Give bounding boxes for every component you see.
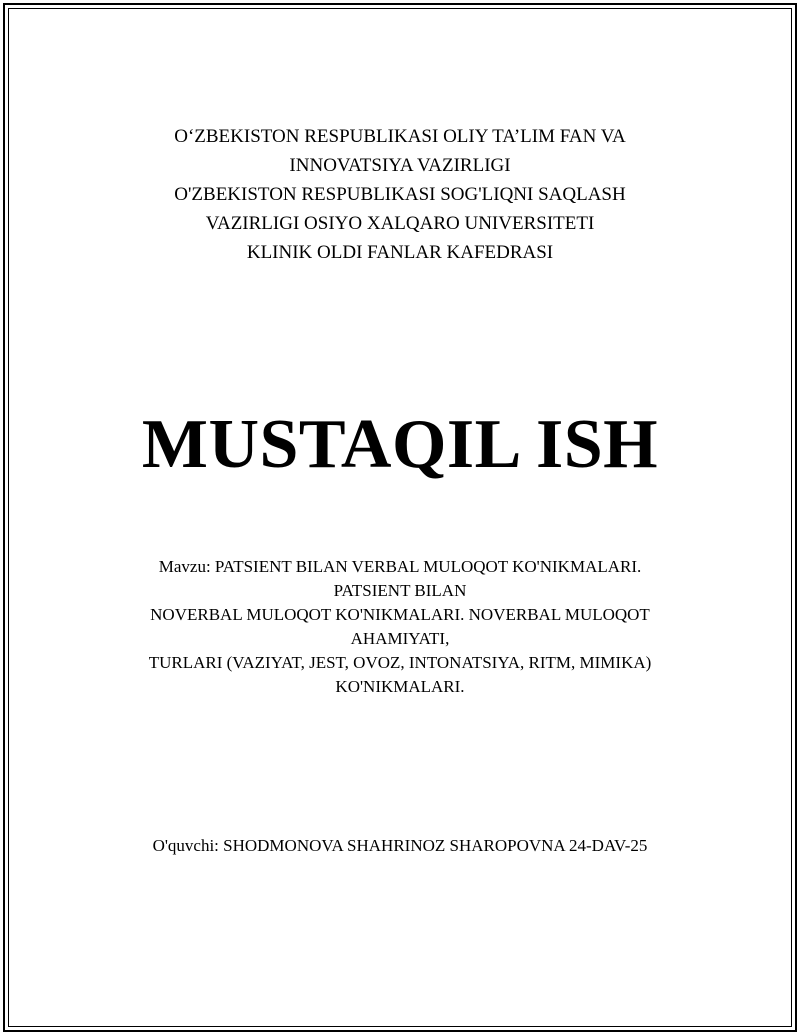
header-line: O'ZBEKISTON RESPUBLIKASI SOG'LIQNI SAQLASH [174,184,626,205]
document-title: MUSTAQIL ISH [141,406,659,483]
topic-line: NOVERBAL MULOQOT KO'NIKMALARI. NOVERBAL MULOQOT [150,605,650,624]
student-info: O'quvchi: SHODMONOVA SHAHRINOZ SHAROPOVNA 24-DAV-25 [152,836,648,855]
header-line: VAZIRLIGI OSIYO XALQARO UNIVERSITETI [205,213,595,234]
topic-line: AHAMIYATI, [350,629,450,648]
institution-header [0,122,800,267]
topic-line: TURLARI (VAZIYAT, JEST, OVOZ, INTONATSIYA, RITM, MIMIKA) [148,653,652,672]
header-line: INNOVATSIYA VAZIRLIGI [289,155,511,176]
topic-block [0,555,800,699]
topic-line: Mavzu: PATSIENT BILAN VERBAL MULOQOT KO'NIKMALARI. [158,557,642,576]
header-line: O‘ZBEKISTON RESPUBLIKASI OLIY TA’LIM FAN VA [174,126,626,147]
header-line: KLINIK OLDI FANLAR KAFEDRASI [246,242,554,263]
topic-line: PATSIENT BILAN [333,581,467,600]
topic-line: KO'NIKMALARI. [335,677,465,696]
